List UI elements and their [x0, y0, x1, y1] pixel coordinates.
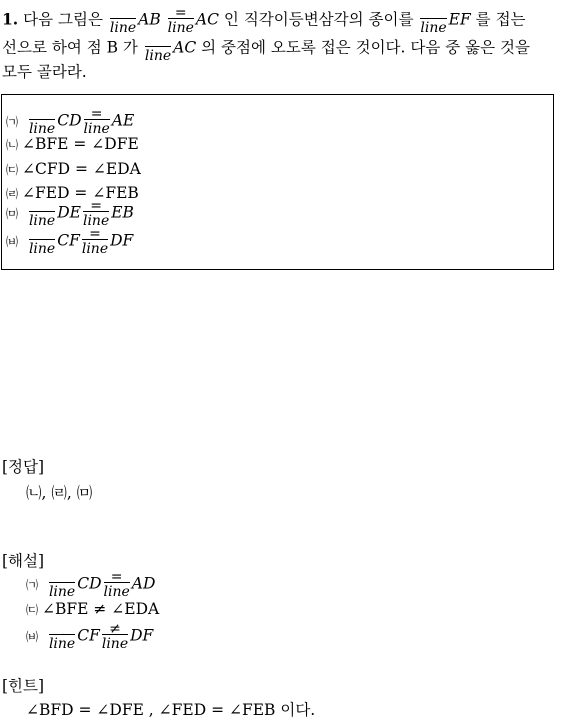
- options-box: [1, 94, 554, 270]
- equal-relation: $\frac{=}{\text{line}}$: [167, 5, 194, 36]
- segment-ab: line: [109, 20, 137, 36]
- option-1: ㈀ line CD $\frac{=}{\text{line}}$ AE: [6, 106, 135, 137]
- option-6: ㈅ line CF $\frac{=}{\text{line}}$ DF: [6, 226, 134, 257]
- answer-heading: [정답]: [2, 458, 45, 476]
- option-4: ㈃ ∠FED = ∠FEB: [6, 184, 139, 202]
- question-line-2: 선으로 하여 점 B 가 line AC 의 중점에 오도록 접은 것이다. 다음 중 옳은 것을: [2, 34, 530, 63]
- explanation-item-2: ㈂ ∠BFE ≠ ∠EDA: [26, 600, 160, 618]
- segment-ac: line: [144, 48, 172, 64]
- question-number: 1.: [2, 9, 19, 29]
- answer-text: ㈁, ㈃, ㈄: [26, 484, 93, 502]
- hint-heading: [힌트]: [2, 677, 45, 695]
- question-line-1: 1. 다음 그림은 line AB $\frac{=}{\text{line}}$ AC 인 직각이등변삼각의 종이를 line EF 를 접는: [2, 5, 526, 36]
- hint-text: ∠BFD = ∠DFE , ∠FED = ∠FEB 이다.: [26, 701, 316, 719]
- question-text: 다음 그림은: [23, 10, 103, 29]
- option-5: ㈄ line DE $\frac{=}{\text{line}}$ EB: [6, 198, 134, 229]
- option-3: ㈂ ∠CFD = ∠EDA: [6, 160, 141, 178]
- question-line-3: 모두 골라라.: [2, 63, 87, 81]
- option-2: ㈁ ∠BFE = ∠DFE: [6, 135, 139, 153]
- segment-ef: line: [420, 20, 447, 36]
- explanation-heading: [해설]: [2, 552, 45, 570]
- explanation-item-3: ㈅ line CF $\frac{\ne}{\text{line}}$ DF: [26, 621, 154, 652]
- explanation-item-1: ㈀ line CD $\frac{=}{\text{line}}$ AD: [26, 569, 156, 600]
